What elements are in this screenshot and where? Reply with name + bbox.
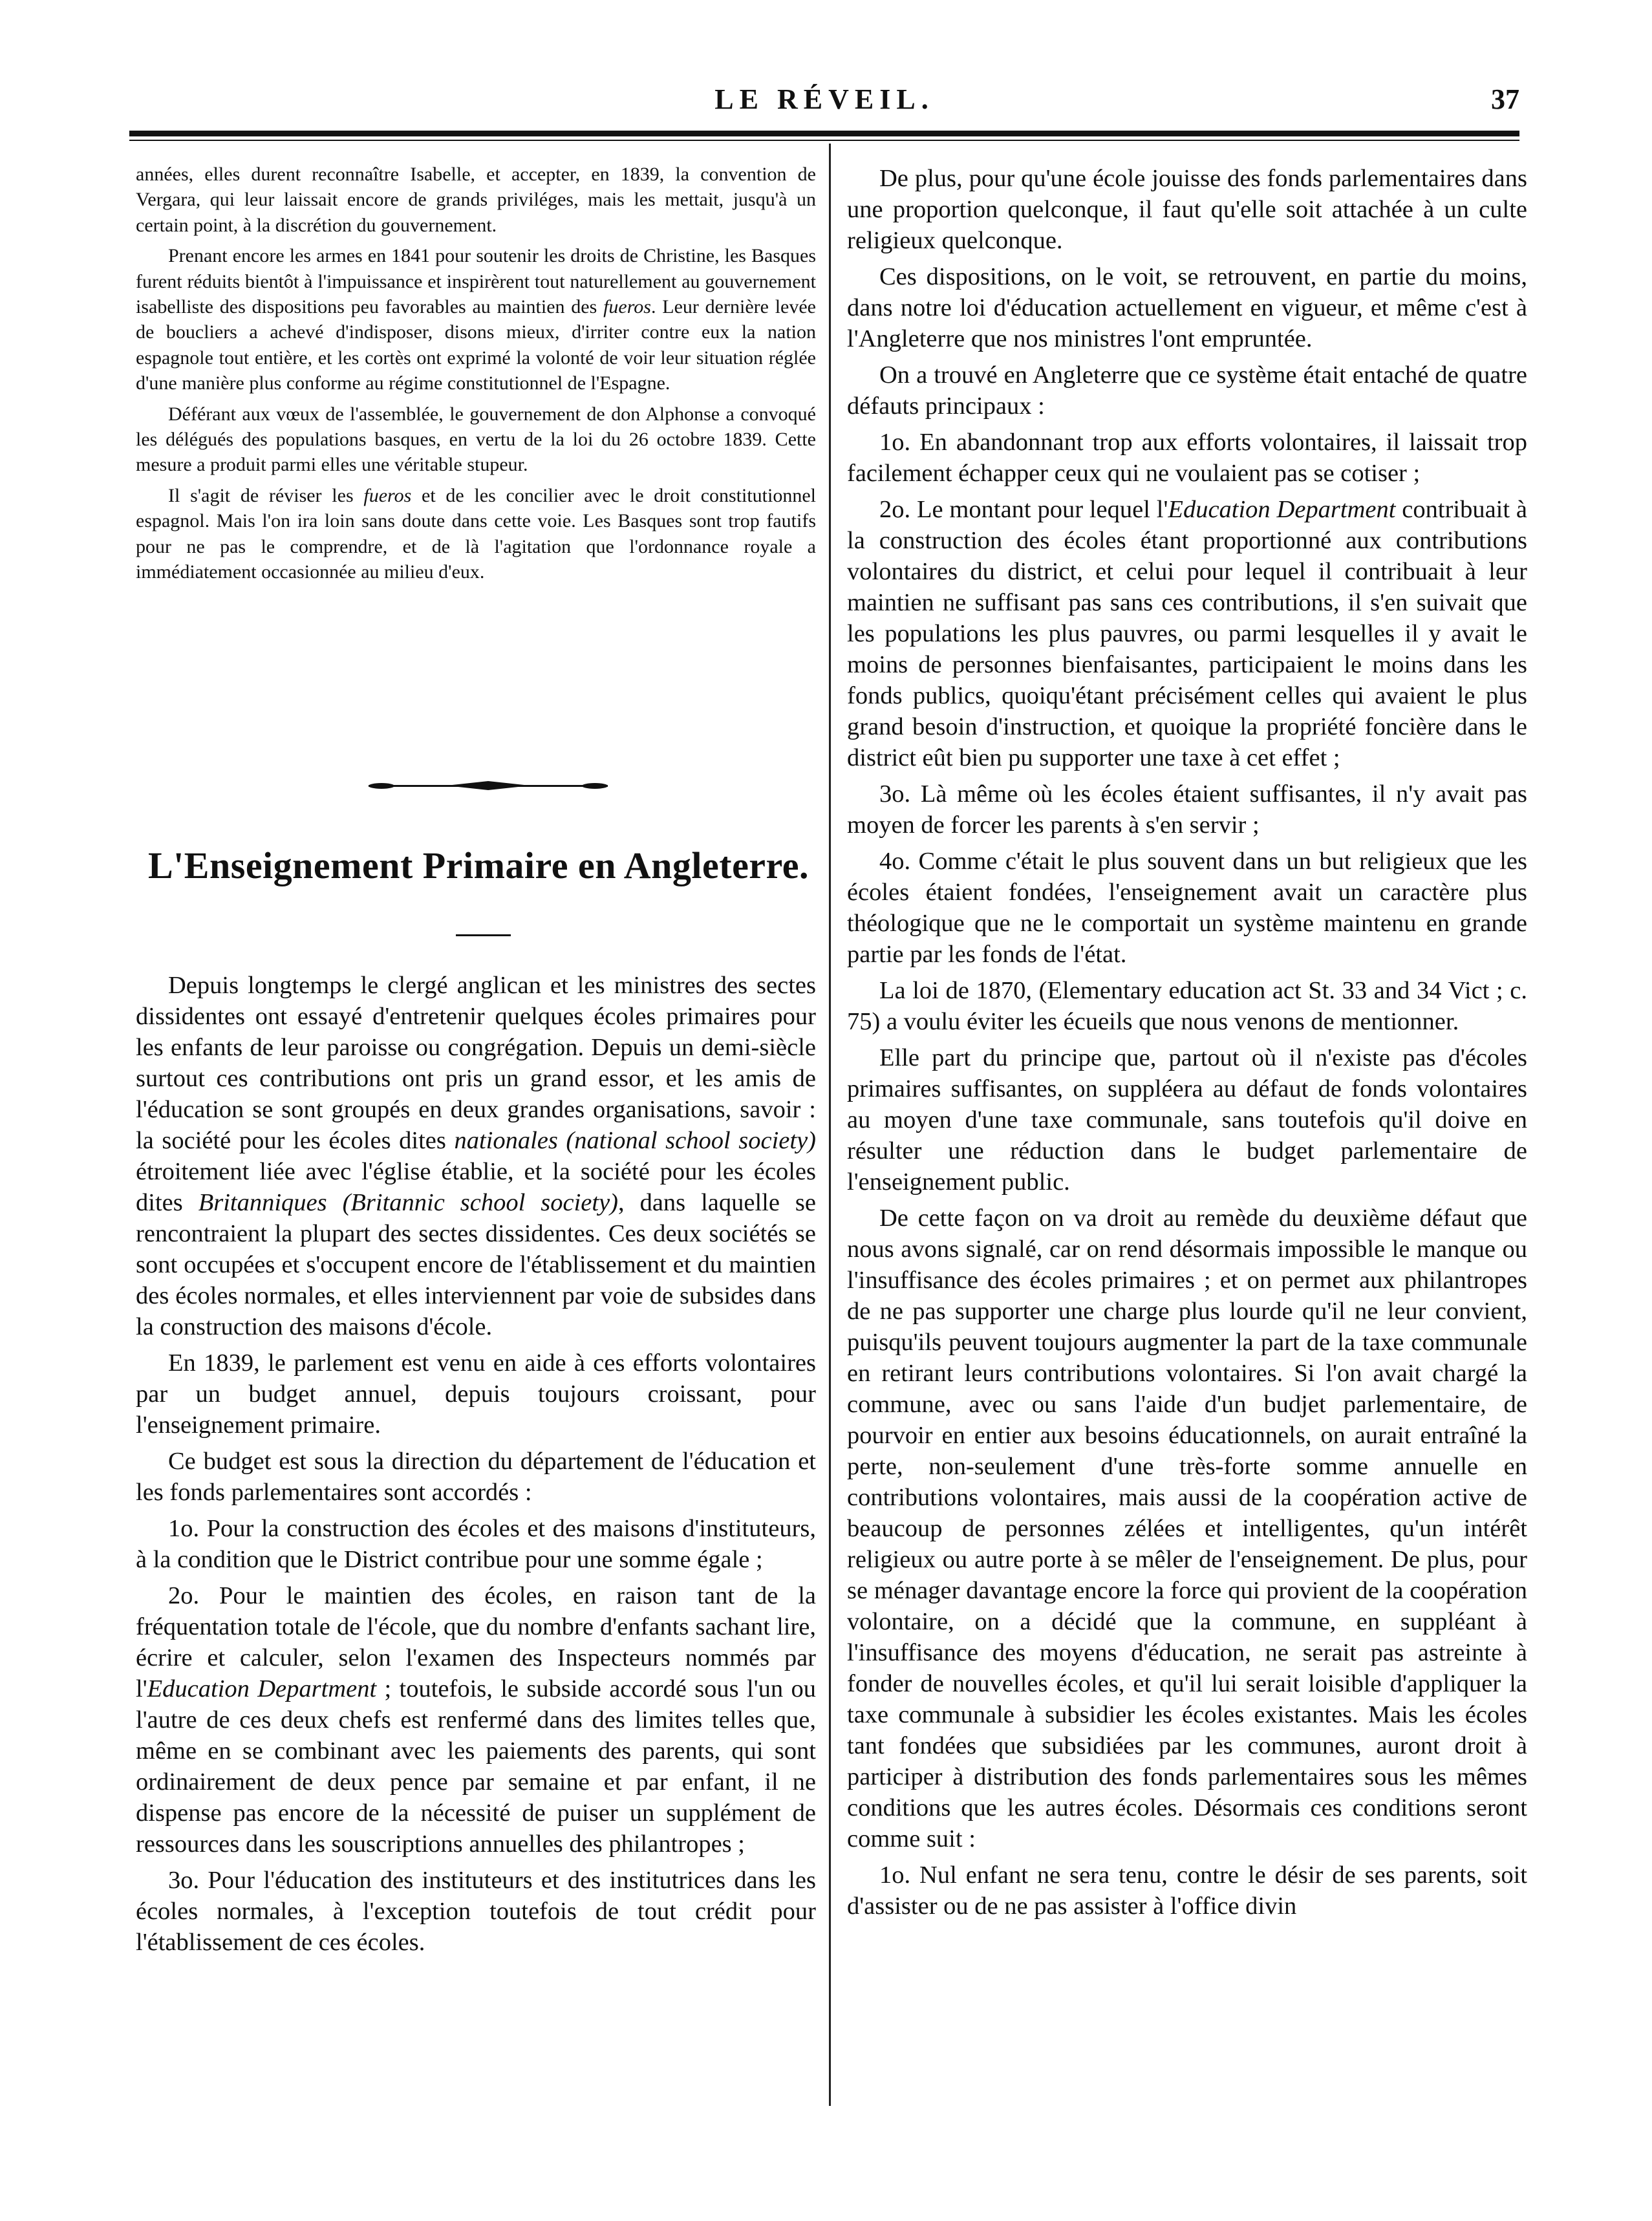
right-column [847, 163, 1527, 1927]
header-rule-thick [129, 131, 1519, 136]
left-column-intro [136, 162, 816, 590]
article-paragraph: En 1839, le parlement est venu en aide à ces efforts volontaires par un budget annuel, depuis toujours croissant, pour l'enseignement primaire. [136, 1349, 816, 1439]
right-paragraph: La loi de 1870, (Elementary education act St. 33 and 34 Vict ; c. 75) a voulu éviter les écueils que nous venons de mentionner. [847, 977, 1527, 1035]
intro-paragraph: années, elles durent reconnaître Isabelle, et accepter, en 1839, la convention de Vergara, qui leur laissait encore de grands priviléges, mais les mettait, jusqu'à un certain point, à la discrétion du gouvernement. [136, 164, 816, 236]
intro-paragraph: Prenant encore les armes en 1841 pour soutenir les droits de Christine, les Basques furent réduits bientôt à l'impuissance et inspirèrent tout naturellement au gouvernement isabelliste des dispositions peu favorables au maintien des fueros. Leur dernière levée de boucliers a achevé d'indisposer, disons mieux, d'irriter contre eux la nation espagnole tout entière, et les cortès ont exprimé la volonté de voir leur situation réglée d'une manière plus conforme au régime constitutionnel de l'Espagne. [136, 245, 816, 394]
right-paragraph: Elle part du principe que, partout où il n'existe pas d'écoles primaires suffisantes, on suppléera au défaut de fonds volontaires au moyen d'une taxe communale, sans toutefois qu'il doive en résulter une réduction dans le budget parlementaire de l'enseignement public. [847, 1044, 1527, 1196]
right-paragraph: Ces dispositions, on le voit, se retrouvent, en partie du moins, dans notre loi d'éducation actuellement en vigueur, et même c'est à l'Angleterre que nos ministres l'ont empruntée. [847, 263, 1527, 352]
right-paragraph: 3o. Là même où les écoles étaient suffisantes, il n'y avait pas moyen de forcer les parents à s'en servir ; [847, 780, 1527, 839]
article-paragraph: 2o. Pour le maintien des écoles, en raison tant de la fréquentation totale de l'école, que du nombre d'enfants sachant lire, écrire et calculer, selon l'examen des Inspecteurs nommés par l'Education Department ; toutefois, le subside accordé sous l'un ou l'autre de ces deux chefs est renfermé dans des limites telles que, même en se combinant avec les paiements des parents, qui sont ordinairement de deux pence par semaine et par enfant, il ne dispense pas encore de la nécessité de puiser un supplément de ressources dans les souscriptions annuelles des philantropes ; [136, 1582, 816, 1858]
header-rule-thin [129, 140, 1519, 141]
intro-paragraph: Il s'agit de réviser les fueros et de les concilier avec le droit constitutionnel espagnol. Mais l'on ira loin sans doute dans cette voie. Les Basques sont trop fautifs pour ne pas le comprendre, et de là l'agitation que l'ordonnance royale a immédiatement occasionnée au milieu d'eux. [136, 484, 817, 583]
right-paragraph: 1o. En abandonnant trop aux efforts volontaires, il laissait trop facilement échapper ceux qui ne voulaient pas se cotiser ; [847, 429, 1527, 487]
page-header [129, 83, 1519, 128]
right-paragraph: On a trouvé en Angleterre que ce système était entaché de quatre défauts principaux : [847, 361, 1527, 420]
right-paragraph: De cette façon on va droit au remède du deuxième défaut que nous avons signalé, car on rend désormais impossible le manque ou l'insuffisance des écoles primaires ; et on permet aux philantropes de ne pas supporter une charge plus lourde qu'il ne leur convient, puisqu'ils peuvent toujours augmenter la part de la taxe communale en retirant leurs contributions volontaires. Si l'on avait chargé la commune, avec ou sans l'aide d'un budjet parlementaire, de pourvoir en entier aux besoins éducationnels, on aurait entraîné la perte, non-seulement d'une très-forte somme annuelle en contributions volontaires, mais aussi de la coopération active de beaucoup de personnes zélées et intelligentes, qu'un intérêt religieux ou autre porte à se mêler de l'enseignement. De plus, pour se ménager davantage encore la force qui provient de la coopération volontaire, on a décidé que la commune, en suppléant à l'insuffisance des moyens d'éducation, ne serait pas astreinte à fonder de nouvelles écoles, et qu'il lui serait loisible d'appliquer la taxe communale à subsidier les écoles existantes. Mais les écoles tant fondées que subsidiées par les communes, auront droit à participer à distribution des fonds parlementaires sous les mêmes conditions que les autres écoles. Désormais ces conditions seront comme suit : [847, 1205, 1527, 1852]
article-paragraph: 3o. Pour l'éducation des instituteurs et des institutrices dans les écoles normales, à l'exception toutefois de tout crédit pour l'établissement de ces écoles. [136, 1867, 816, 1956]
section-ornament [369, 780, 608, 792]
journal-title: LE RÉVEIL. [714, 83, 934, 115]
article-title: L'Enseignement Primaire en Angleterre. [148, 844, 809, 886]
article-paragraph: Ce budget est sous la direction du département de l'éducation et les fonds parlementaires sont accordés : [136, 1448, 816, 1506]
right-paragraph: De plus, pour qu'une école jouisse des fonds parlementaires dans une proportion quelconque, il faut qu'elle soit attachée à un culte religieux quelconque. [847, 165, 1527, 254]
page-number: 37 [1491, 83, 1519, 115]
intro-paragraph: Déférant aux vœux de l'assemblée, le gouvernement de don Alphonse a convoqué les délégués des populations basques, en vertu de la loi du 26 octobre 1839. Cette mesure a produit parmi elles une véritable stupeur. [136, 403, 816, 476]
article-paragraph: 1o. Pour la construction des écoles et des maisons d'instituteurs, à la condition que le District contribue pour une somme égale ; [136, 1515, 816, 1573]
right-paragraph: 4o. Comme c'était le plus souvent dans un but religieux que les écoles étaient fondées, l'enseignement avait un caractère plus théologique que ne le comportait un système maintenu en grande partie par les fonds de l'état. [847, 848, 1527, 968]
right-paragraph: 1o. Nul enfant ne sera tenu, contre le désir de ses parents, soit d'assister ou de ne pas assister à l'office divin [847, 1862, 1527, 1920]
title-underline [456, 934, 511, 936]
right-paragraph: 2o. Le montant pour lequel l'Education Department contribuait à la construction des écoles étant proportionné aux contributions volontaires du district, et celui pour lequel il contribuait à leur maintien ne suffisant pas sans ces contributions, il s'en suivait que les populations les plus pauvres, ou parmi lesquelles il y avait le moins de personnes bienfaisantes, participaient le moins dans les fonds publics, quoiqu'étant précisément celles qui avaient le plus grand besoin d'instruction, et quoique la propriété foncière dans le district eût bien pu supporter une taxe à cet effet ; [847, 496, 1528, 771]
article-paragraph: Depuis longtemps le clergé anglican et les ministres des sectes dissidentes ont essayé d'entretenir quelques écoles primaires pour les enfants de leur paroisse ou congrégation. Depuis un demi-siècle surtout ces contributions ont pris un grand essor, et les amis de l'éducation se sont groupés en deux grandes organisations, savoir : la société pour les écoles dites nationales (national school society) étroitement liée avec l'église établie, et la société pour les écoles dites Britanniques (Britannic school society), dans laquelle se rencontraient la plupart des sectes dissidentes. Ces deux sociétés se sont occupées et s'occupent encore de l'établissement et du maintien des écoles normales, et elles interviennent par voie de subsides dans la construction des maisons d'école. [136, 972, 817, 1340]
left-column-article [136, 970, 816, 1963]
column-separator [829, 144, 831, 2106]
